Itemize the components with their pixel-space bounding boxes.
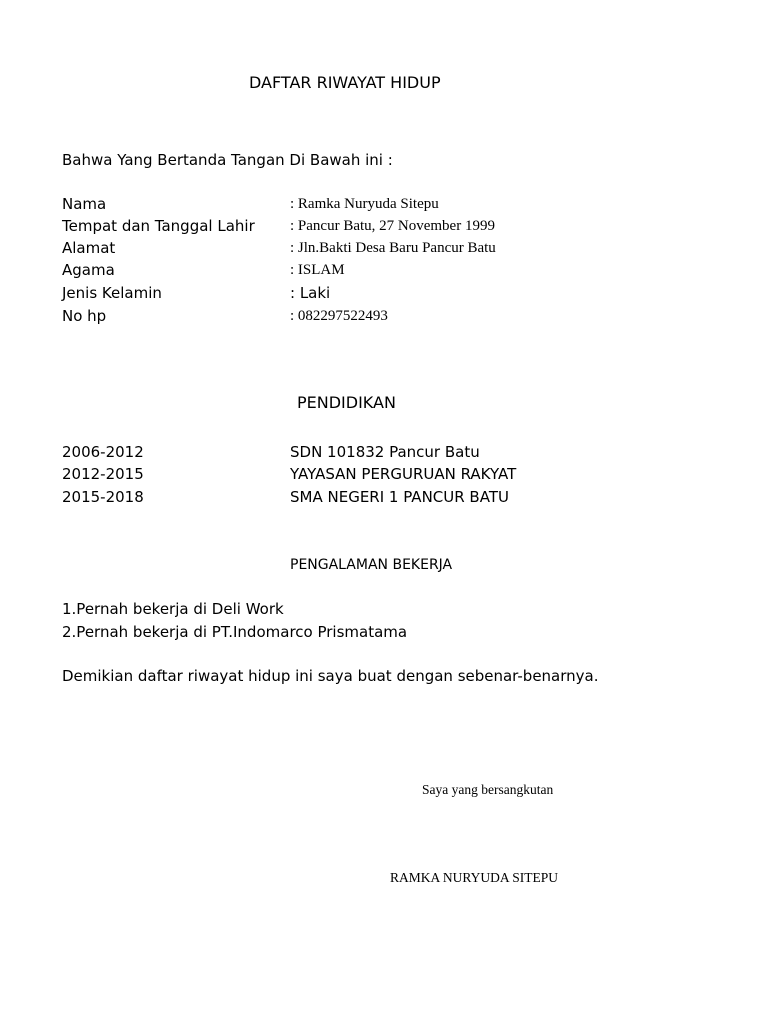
experience-item: 2.Pernah bekerja di PT.Indomarco Prismatama (62, 623, 408, 641)
label-ttl: Tempat dan Tanggal Lahir (62, 217, 255, 235)
education-school: SMA NEGERI 1 PANCUR BATU (290, 488, 509, 506)
experience-item: 1.Pernah bekerja di Deli Work (62, 600, 284, 618)
value-alamat: : Jln.Bakti Desa Baru Pancur Batu (290, 240, 496, 256)
education-heading: PENDIDIKAN (297, 393, 396, 412)
value-nama: : Ramka Nuryuda Sitepu (290, 196, 439, 212)
closing-statement: Demikian daftar riwayat hidup ini saya buat dengan sebenar-benarnya. (62, 667, 599, 685)
education-school: YAYASAN PERGURUAN RAKYAT (290, 465, 517, 483)
education-years: 2012-2015 (62, 465, 144, 483)
education-years: 2015-2018 (62, 488, 144, 506)
document-title: DAFTAR RIWAYAT HIDUP (249, 73, 441, 92)
education-years: 2006-2012 (62, 443, 144, 461)
value-ttl: : Pancur Batu, 27 November 1999 (290, 218, 495, 234)
label-no-hp: No hp (62, 307, 107, 325)
signature-caption: Saya yang bersangkutan (422, 782, 554, 797)
experience-heading: PENGALAMAN BEKERJA (290, 557, 453, 573)
label-nama: Nama (62, 195, 107, 213)
intro-text: Bahwa Yang Bertanda Tangan Di Bawah ini : (62, 151, 393, 169)
value-agama: : ISLAM (290, 262, 345, 278)
label-agama: Agama (62, 261, 115, 279)
label-jenis-kelamin: Jenis Kelamin (62, 284, 162, 302)
signature-name: RAMKA NURYUDA SITEPU (390, 870, 559, 885)
value-no-hp: : 082297522493 (290, 308, 388, 324)
label-alamat: Alamat (62, 239, 116, 257)
education-school: SDN 101832 Pancur Batu (290, 443, 480, 461)
value-jenis-kelamin: : Laki (290, 284, 331, 302)
